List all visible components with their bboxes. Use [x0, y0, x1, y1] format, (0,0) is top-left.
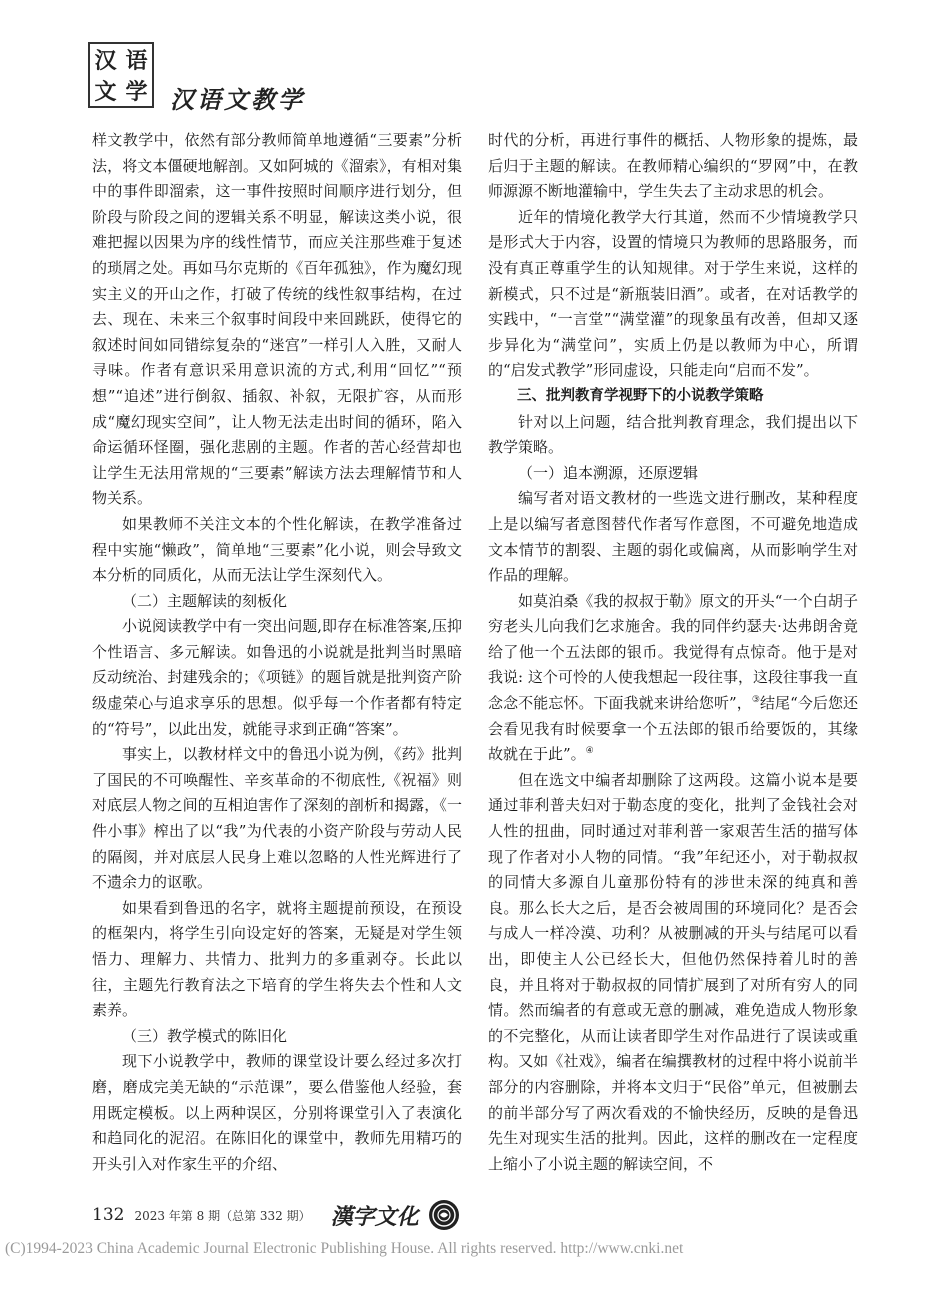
- page-number: 132: [92, 1205, 125, 1225]
- logo-char: 汉: [94, 48, 117, 74]
- logo-char: 语: [125, 48, 148, 74]
- paragraph: 小说阅读教学中有一突出问题,即存在标准答案,压抑个性语言、多元解读。如鲁迅的小说就是批判当时黑暗反动统治、封建残余的；《项链》的题旨就是批判资产阶级虚荣心与追求享乐的思想。似乎每一个作者都有特定的“符号”，以此出发，就能寻求到正确“答案”。: [92, 617, 462, 738]
- page-footer: [92, 1198, 459, 1232]
- emblem-icon: [429, 1200, 459, 1230]
- left-column: [92, 128, 462, 1177]
- copyright-notice: (C)1994-2023 China Academic Journal Electronic Publishing House. All rights reserved. http://www.cnki.net: [5, 1240, 684, 1257]
- paragraph: 如果看到鲁迅的名字，就将主题提前预设，在预设的框架内，将学生引向设定好的答案，无疑是对学生领悟力、理解力、共情力、批判力的多重剥夺。长此以往，主题先行教育法之下培育的学生将失去个性和人文素养。: [92, 898, 462, 1020]
- logo-char: 学: [125, 79, 148, 105]
- paragraph-with-footnotes: [488, 589, 858, 768]
- paragraph-text: 结尾“今后您还会看见我有时候要拿一个五法郎的银币给要饭的，其缘故就在于此”。: [488, 694, 859, 764]
- paragraph: 事实上，以教材样文中的鲁迅小说为例，《药》批判了国民的不可唤醒性、辛亥革命的不彻底性,《祝福》则对底层人物之间的互相迫害作了深刻的剖析和揭露，《一件小事》榨出了以“我”为代表的小资产阶段与劳动人民的隔阂，并对底层人民身上难以忽略的人性光辉进行了不遗余力的讴歌。: [92, 745, 462, 892]
- section-heading: 三、批判教育学视野下的小说教学策略: [517, 387, 764, 404]
- logo-char: 文: [94, 79, 117, 105]
- brand-name: 漢字文化: [330, 1203, 419, 1230]
- footnote-ref[interactable]: ③: [751, 695, 760, 706]
- subsection-heading: （二）主题解读的刻板化: [122, 591, 288, 610]
- issue-info: 2023 年第 8 期（总第 332 期）: [134, 1208, 311, 1223]
- paragraph: 时代的分析，再进行事件的概括、人物形象的提炼，最后归于主题的解读。在教师精心编织的“罗网”中，在教师源源不断地灌输中，学生失去了主动求思的机会。: [488, 131, 858, 201]
- paragraph: 编写者对语文教材的一些选文进行删改，某种程度上是以编写者意图替代作者写作意图，不可避免地造成文本情节的割裂、主题的弱化或偏离，从而影响学生对作品的理解。: [488, 489, 858, 585]
- paragraph: 样文教学中，依然有部分教师简单地遵循“三要素”分析法，将文本僵硬地解剖。又如阿城的《溜索》，有相对集中的事件即溜索，这一事件按照时间顺序进行划分，但阶段与阶段之间的逻辑关系不明显，解读这类小说，很难把握以因果为序的线性情节，而应关注那些难于复述的琐屑之处。再如马尔克斯的《百年孤独》，作为魔幻现实主义的开山之作，打破了传统的线性叙事结构，在过去、现在、未来三个叙事时间段中来回跳跃，使得它的叙述时间如同错综复杂的“迷宫”一样引人入胜，又耐人寻味。作者有意识采用意识流的方式,利用“回忆”“预想”“追述”进行倒叙、插叙、补叙，无限扩容，从而形成“魔幻现实空间”，让人物无法走出时间的循环，陷入命运循环怪圈，强化悲剧的主题。作者的苦心经营却也让学生无法用常规的“三要素”解读方法去理解情节和人物关系。: [92, 131, 462, 508]
- paragraph-text: 如莫泊桑《我的叔叔于勒》原文的开头“一个白胡子穷老头儿向我们乞求施舍。我的同伴约瑟夫·达弗朗舍竟给了他一个五法郎的银币。我觉得有点惊奇。他于是对我说: 这个可怜的人使我想起一段往事，这段往事我一直念念不能忘怀。下面我就来讲给您听”，: [488, 591, 858, 713]
- paragraph: 但在选文中编者却删除了这两段。这篇小说本是要通过菲利普夫妇对于勒态度的变化，批判了金钱社会对人性的扭曲，同时通过对菲利普一家艰苦生活的描写体现了作者对小人物的同情。“我”年纪还小，对于勒叔叔的同情大多源自儿童那份特有的涉世未深的纯真和善良。那么长大之后，是否会被周围的环境同化？是否会与成人一样冷漠、功利？从被删减的开头与结尾可以看出，即使主人公已经长大，但他仍然保持着儿时的善良，并且将对于勒叔叔的同情扩展到了对所有穷人的同情。然而编者的有意或无意的删减，难免造成人物形象的不完整化，从而让读者即学生对作品进行了误读或重构。又如《社戏》，编者在编撰教材的过程中将小说前半部分的内容删除，并将本文归于“民俗”单元，但被删去的前半部分写了两次看戏的不愉快经历，反映的是鲁迅先生对现实生活的批判。因此，这样的删改在一定程度上缩小了小说主题的解读空间，不: [488, 770, 858, 1173]
- paragraph: 近年的情境化教学大行其道，然而不少情境教学只是形式大于内容，设置的情境只为教师的思路服务，而没有真正尊重学生的认知规律。对于学生来说，这样的新模式，只不过是“新瓶装旧酒”。或者，在对话教学的实践中，“一言堂”“满堂灌”的现象虽有改善，但却又逐步异化为“满堂问”，实质上仍是以教师为中心，所谓的“启发式教学”形同虚设，只能走向“启而不发”。: [488, 207, 858, 380]
- paragraph: 如果教师不关注文本的个性化解读，在教学准备过程中实施“懒政”，简单地“三要素”化小说，则会导致文本分析的同质化，从而无法让学生深刻代入。: [92, 514, 462, 585]
- journal-logo: [88, 42, 154, 108]
- right-column: [488, 128, 858, 1177]
- footnote-ref[interactable]: ④: [585, 746, 594, 757]
- paragraph: 现下小说教学中，教师的课堂设计要么经过多次打磨，磨成完美无缺的“示范课”，要么借鉴他人经验，套用既定模板。以上两种误区，分别将课堂引入了表演化和趋同化的泥沼。在陈旧化的课堂中，教师先用精巧的开头引入对作家生平的介绍、: [92, 1052, 462, 1173]
- subsection-heading: （一）追本溯源，还原逻辑: [518, 463, 699, 482]
- journal-title: 汉语文教学: [170, 86, 305, 114]
- subsection-heading: （三）教学模式的陈旧化: [122, 1026, 288, 1045]
- paragraph: 针对以上问题，结合批判教育理念，我们提出以下教学策略。: [488, 412, 858, 457]
